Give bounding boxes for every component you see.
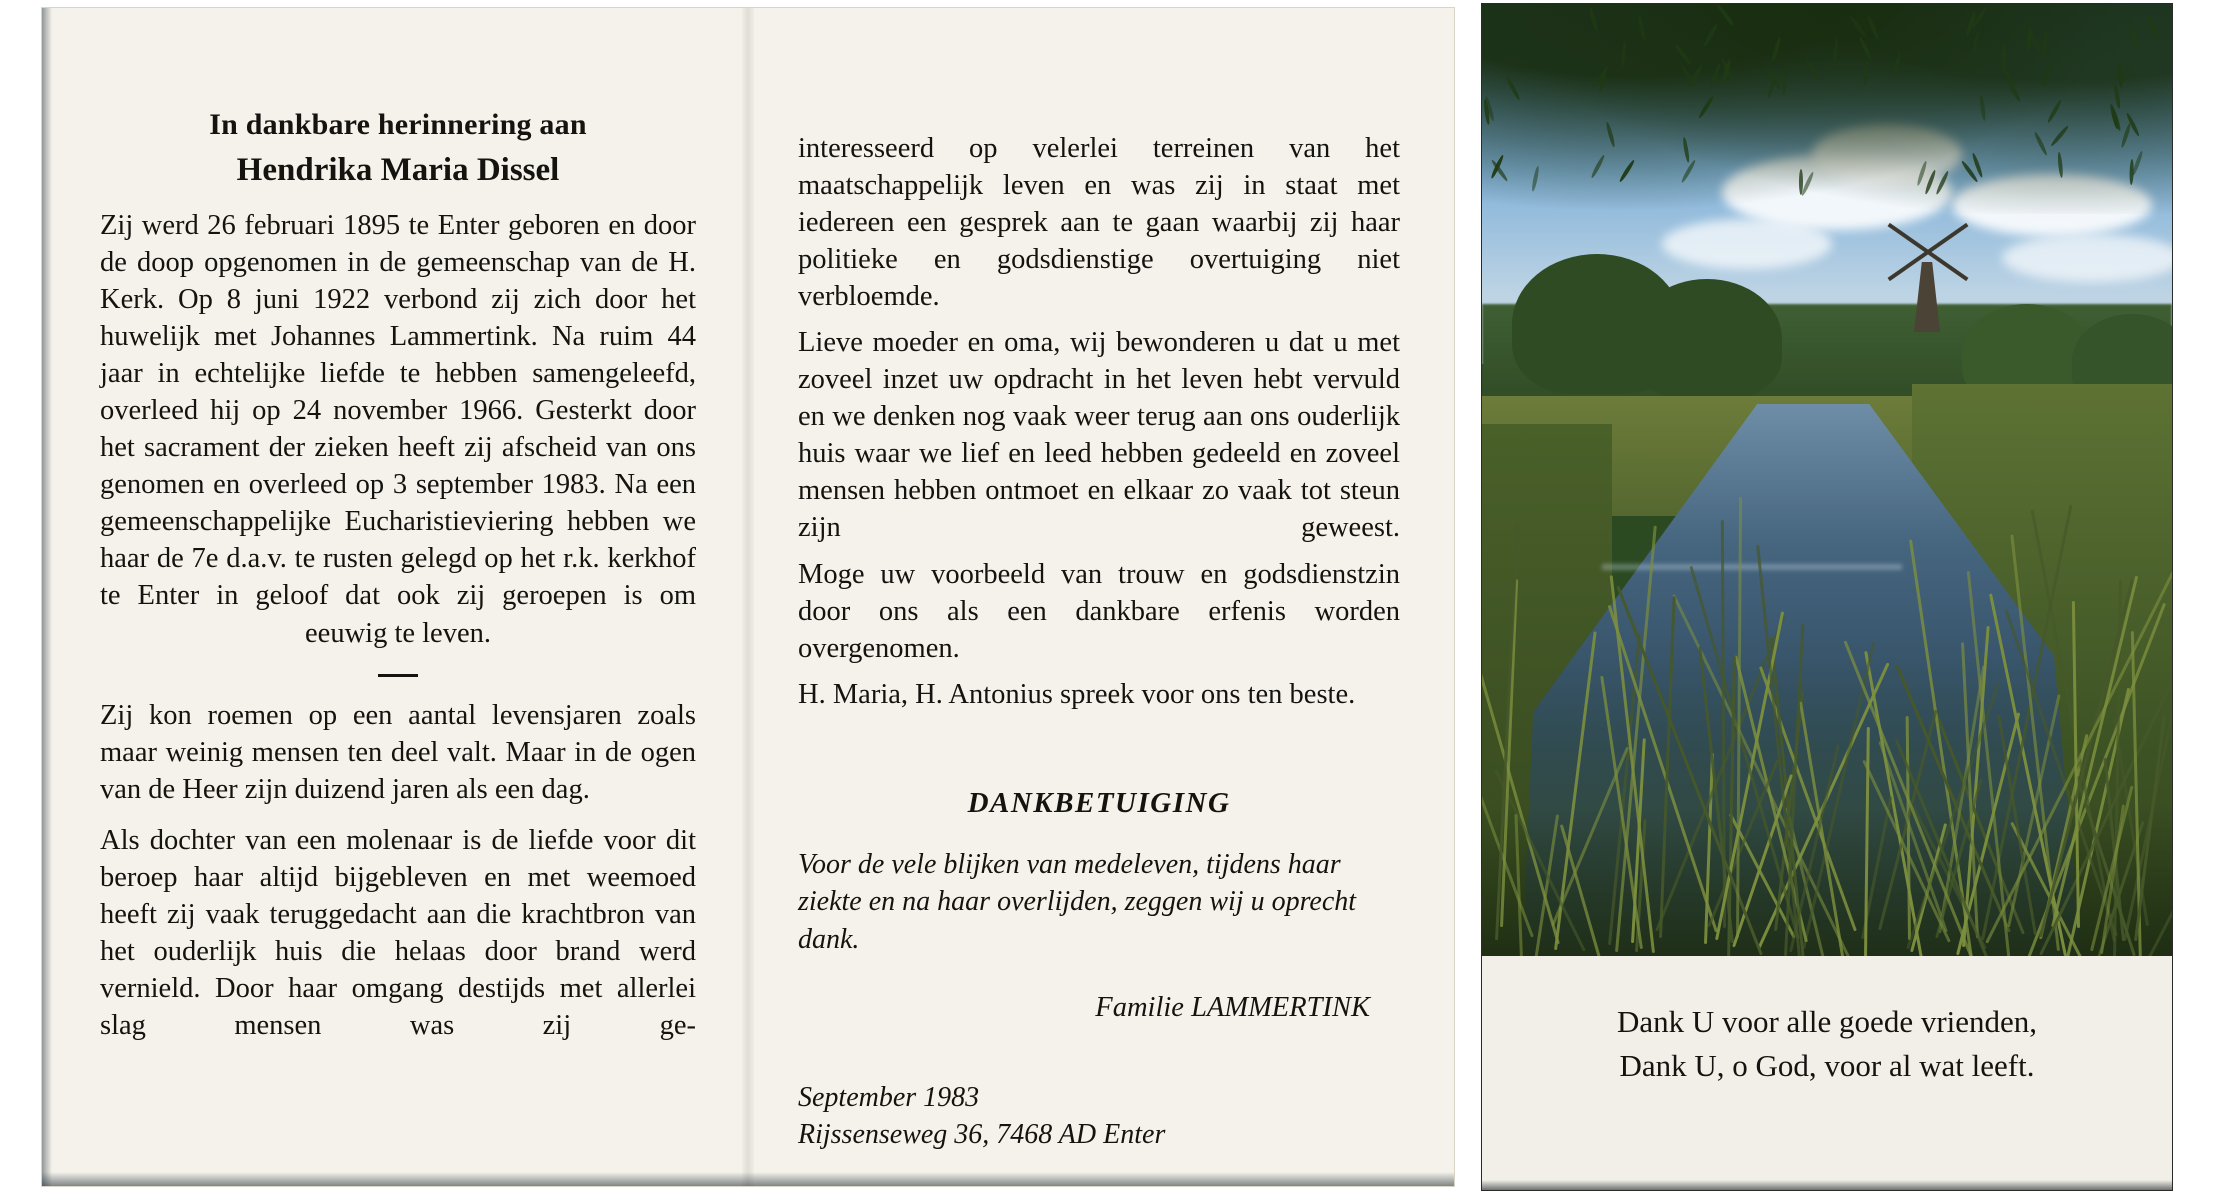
photo-card-bottom-shadow — [1482, 1180, 2172, 1190]
thanks-body: Voor de vele blijken van medeleven, tijdens haar ziekte en na haar overlijden, zeggen wij u oprecht dank. — [798, 848, 1357, 955]
memorial-paragraph-6: Moge uw voorbeeld van trouw en godsdienstzin door ons als een dankbare erfenis worden overgenomen. — [798, 558, 1400, 664]
thanks-title: DANKBETUIGING — [967, 786, 1231, 819]
tree — [1632, 279, 1782, 399]
photo-caption — [1482, 956, 2172, 1190]
memorial-paragraph-7: H. Maria, H. Antonius spreek voor ons ten beste. — [798, 678, 1356, 710]
memorial-card-right-panel — [748, 8, 1454, 1186]
memorial-paragraph-5: Lieve moeder en oma, wij bewonderen u dat u met zoveel inzet uw opdracht in het leven hebt vervuld en we denken nog vaak weer terug aan ons ouderlijk huis waar we lief en leed hebben gedeeld en zoveel mensen hebben ontmoet en elkaar zo vaak tot steun zijn geweest. — [798, 327, 1400, 544]
willow-branches — [1482, 4, 2172, 214]
address-line-street: Rijssenseweg 36, 7468 AD Enter — [798, 1118, 1166, 1150]
cloud — [1662, 219, 1832, 269]
caption-line-1: Dank U voor alle goede vrienden, — [1616, 1004, 2038, 1039]
paragraph-divider — [378, 674, 418, 677]
memorial-card-left-panel — [42, 8, 748, 1186]
memorial-paragraph-3: Als dochter van een molenaar is de liefde voor dit beroep haar altijd bijgebleven en met weemoed heeft zij vaak teruggedacht aan die krachtbron van het ouderlijk huis die helaas door brand werd vernield. Door haar omgang destijds met allerlei slag mensen was zij ge- — [100, 824, 696, 1041]
memorial-paragraph-1: Zij werd 26 februari 1895 te Enter geboren en door de doop opgenomen in de gemeenschap van de H. Kerk. Op 8 juni 1922 verbond zij zich door het huwelijk met Johannes Lammertink. Na ruim 44 jaar in echtelijke liefde te hebben samengeleefd, overleed hij op 24 november 1966. Gesterkt door het sacrament der zieken heeft zij afscheid van ons genomen en overleed op 3 september 1983. Na een gemeenschappelijke Eucharistieviering hebben we haar de 7e d.a.v. te rusten gelegd op het r.k. kerkhof te Enter in geloof dat ook zij geroepen is om eeuwig te leven. — [100, 210, 696, 649]
photo-card — [1482, 4, 2172, 1190]
cloud — [2002, 234, 2172, 282]
memorial-paragraph-4: interesseerd op velerlei terreinen van het maatschappelijk leven en was zij in staat met iedereen een gesprek aan te gaan waarbij zij haar politieke en godsdienstige overtuiging niet verbloemde. — [798, 133, 1400, 313]
family-signature: Familie LAMMERTINK — [1095, 992, 1370, 1024]
memorial-card — [42, 8, 1454, 1186]
water-reflection — [1602, 564, 1902, 570]
card-left-edge-shadow — [42, 8, 52, 1186]
landscape-photo — [1482, 4, 2172, 956]
deceased-name: Hendrika Maria Dissel — [236, 152, 560, 188]
memorial-lead-line: In dankbare herinnering aan — [209, 108, 587, 141]
card-fold-crease — [742, 8, 754, 1186]
caption-line-2: Dank U, o God, voor al wat leeft. — [1619, 1048, 2035, 1084]
address-line-date: September 1983 — [798, 1082, 980, 1114]
card-bottom-edge-shadow — [42, 1172, 1454, 1186]
memorial-paragraph-2: Zij kon roemen op een aantal levensjaren zoals maar weinig mensen ten deel valt. Maar in de ogen van de Heer zijn duizend jaren als een dag. — [100, 699, 696, 805]
